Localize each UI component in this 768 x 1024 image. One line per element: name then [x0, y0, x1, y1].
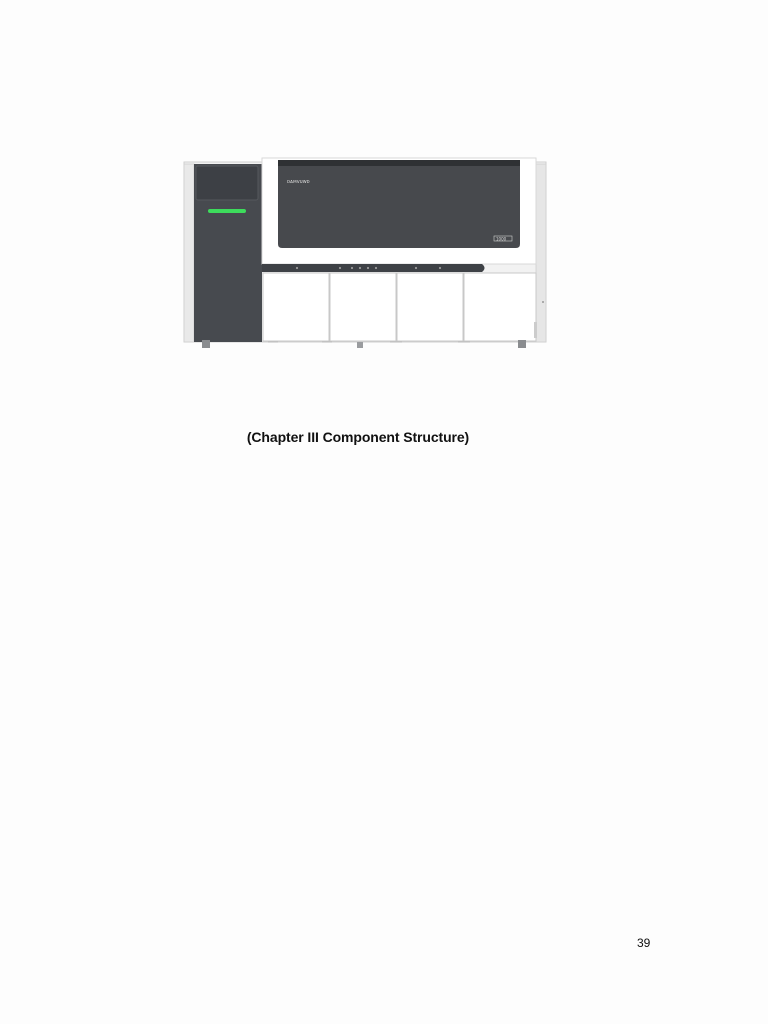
right-casing-edge	[536, 164, 546, 342]
model-number: 1000	[496, 236, 507, 242]
panel-button	[339, 267, 341, 269]
support-foot	[202, 340, 210, 348]
panel-button	[296, 267, 298, 269]
cabinet-door-3	[397, 273, 463, 341]
side-latch	[534, 322, 537, 338]
panel-button	[351, 267, 353, 269]
page-number: 39	[637, 936, 651, 950]
panel-button	[359, 267, 361, 269]
left-module-hatch	[196, 166, 258, 200]
analyzer-drawing	[182, 156, 550, 350]
support-foot	[518, 340, 526, 348]
cabinet-door-2	[330, 273, 396, 341]
support-foot	[357, 342, 363, 348]
viewing-window	[278, 160, 520, 248]
panel-button	[415, 267, 417, 269]
figure-caption: (Chapter III Component Structure)	[246, 429, 470, 445]
panel-button	[439, 267, 441, 269]
panel-button	[367, 267, 369, 269]
side-fitting	[542, 301, 544, 303]
window-top-strip	[278, 160, 520, 166]
status-light-indicator	[208, 209, 246, 213]
panel-button	[375, 267, 377, 269]
left-casing-edge	[184, 164, 194, 342]
instrument-illustration	[182, 156, 550, 350]
brand-logo: ᴅᴀᴍᴠᴜᴡᴅ	[287, 179, 310, 185]
cabinet-door-4	[464, 273, 536, 341]
cabinet-door-1	[263, 273, 329, 341]
control-panel-bar	[262, 264, 485, 272]
